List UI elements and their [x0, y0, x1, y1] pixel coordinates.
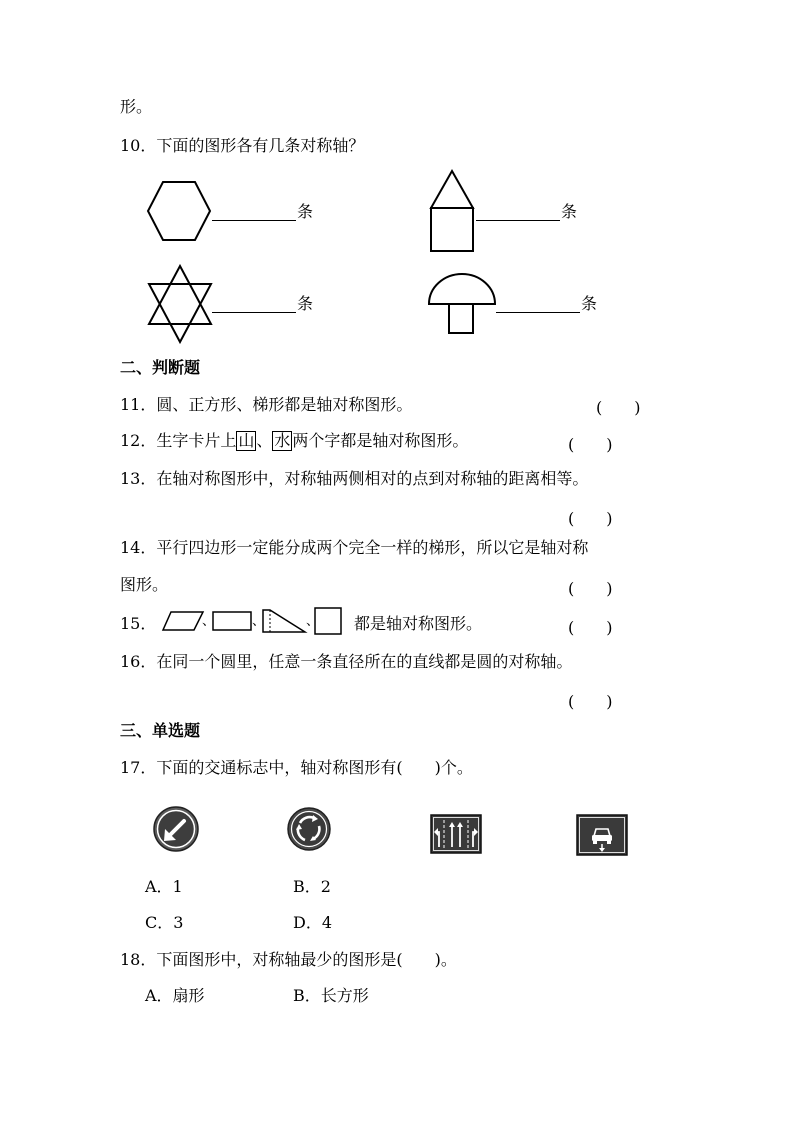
- question-11: 11．圆、正方形、梯形都是轴对称图形。: [120, 395, 413, 414]
- section-title-judgement: 二、判断题: [120, 358, 201, 377]
- section-title-single-choice: 三、单选题: [120, 721, 201, 740]
- question-10: 10．下面的图形各有几条对称轴？: [120, 136, 365, 155]
- q17-option-c[interactable]: C．3: [145, 913, 184, 932]
- answer-parenthesis[interactable]: ( ): [568, 579, 613, 598]
- answer-parenthesis[interactable]: ( ): [568, 509, 613, 528]
- unit-label: 条: [561, 202, 578, 221]
- right-trapezoid-icon: [260, 607, 308, 635]
- answer-parenthesis[interactable]: ( ): [568, 692, 613, 711]
- character-card-shui: 水: [274, 431, 291, 450]
- character-card-shan: 山: [238, 431, 255, 450]
- q18-option-b[interactable]: B．长方形: [293, 986, 369, 1005]
- question-12: 12．生字卡片上 山 、 水 两个字都是轴对称图形。: [120, 431, 469, 450]
- question-13: 13．在轴对称图形中，对称轴两侧相对的点到对称轴的距离相等。: [120, 469, 589, 488]
- house-icon: [428, 168, 478, 254]
- answer-blank[interactable]: [496, 298, 580, 313]
- star-of-david-icon: [145, 264, 215, 344]
- unit-label: 条: [297, 294, 314, 313]
- square-icon: [313, 606, 343, 636]
- question-15-text: 都是轴对称图形。: [354, 614, 483, 633]
- answer-blank[interactable]: [212, 206, 296, 221]
- previous-question-tail: 形。: [120, 97, 153, 116]
- answer-parenthesis[interactable]: ( ): [596, 398, 641, 417]
- question-15-number: 15．: [120, 614, 157, 633]
- mushroom-icon: [426, 272, 498, 336]
- question-16: 16．在同一个圆里，任意一条直径所在的直线都是圆的对称轴。: [120, 652, 573, 671]
- traffic-sign-roundabout-icon: [286, 806, 332, 852]
- question-14-line-1: 14．平行四边形一定能分成两个完全一样的梯形，所以它是轴对称: [120, 538, 589, 557]
- unit-label: 条: [581, 294, 598, 313]
- unit-label: 条: [297, 202, 314, 221]
- q17-option-a[interactable]: A．1: [145, 877, 183, 896]
- answer-parenthesis[interactable]: ( ): [568, 435, 613, 454]
- traffic-sign-lanes-icon: [430, 814, 482, 854]
- parallelogram-icon: [160, 609, 206, 633]
- question-14-line-2: 图形。: [120, 575, 169, 594]
- question-18: 18．下面图形中，对称轴最少的图形是( )。: [120, 950, 457, 969]
- hexagon-icon: [146, 180, 212, 242]
- answer-parenthesis[interactable]: ( ): [568, 618, 613, 637]
- traffic-sign-arrow-icon: [152, 805, 200, 853]
- question-17: 17．下面的交通标志中，轴对称图形有( )个。: [120, 758, 473, 777]
- rectangle-icon: [211, 609, 253, 633]
- answer-blank[interactable]: [476, 206, 560, 221]
- traffic-sign-car-icon: [576, 814, 628, 856]
- q18-option-a[interactable]: A．扇形: [145, 986, 205, 1005]
- answer-blank[interactable]: [212, 298, 296, 313]
- q17-option-b[interactable]: B．2: [293, 877, 331, 896]
- q17-option-d[interactable]: D．4: [293, 913, 333, 932]
